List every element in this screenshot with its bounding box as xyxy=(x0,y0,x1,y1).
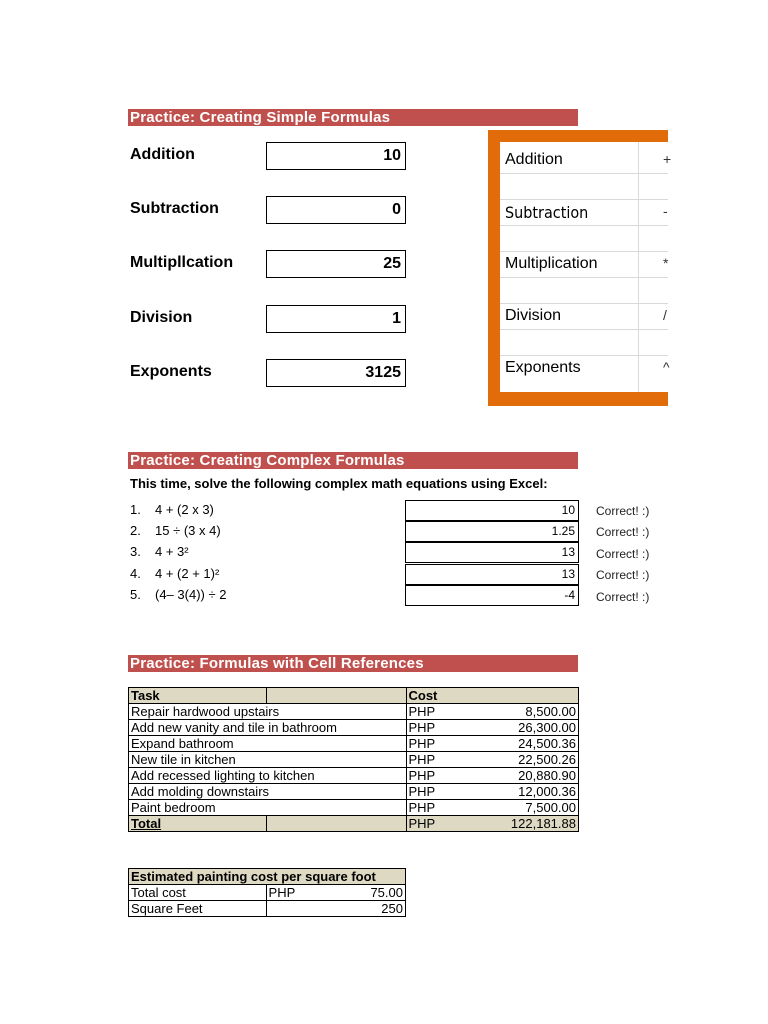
panel-division-label: Division xyxy=(505,307,562,324)
equation-4 xyxy=(130,566,219,581)
division-label: Division xyxy=(130,309,193,326)
square-feet-value[interactable]: 250 xyxy=(266,901,405,917)
equation-2 xyxy=(130,523,221,538)
amount-cell[interactable]: 20,880.90 xyxy=(448,768,579,784)
amount-cell[interactable]: 12,000.36 xyxy=(448,784,579,800)
equation-number: 5. xyxy=(130,587,141,602)
panel-subtraction-label: Subtraction xyxy=(505,203,589,222)
plus-symbol: + xyxy=(663,151,672,167)
painting-title: Estimated painting cost per square foot xyxy=(129,869,406,885)
amount-cell[interactable]: 7,500.00 xyxy=(448,800,579,816)
caret-symbol: ^ xyxy=(663,359,670,375)
panel-row-blank xyxy=(500,330,668,356)
panel-row-blank xyxy=(500,174,668,200)
total-cost-value[interactable]: 75.00 xyxy=(326,885,406,901)
status-correct-5: Correct! :) xyxy=(596,590,650,604)
panel-row-blank xyxy=(500,226,668,252)
currency-cell[interactable]: PHP xyxy=(406,800,448,816)
panel-multiplication-label: Multiplication xyxy=(505,255,598,272)
currency-cell[interactable]: PHP xyxy=(406,736,448,752)
task-header: Task xyxy=(129,688,267,704)
table-row xyxy=(129,800,579,816)
total-row xyxy=(129,816,579,832)
task-cell[interactable]: Add molding downstairs xyxy=(129,784,407,800)
equation-text: 4 + (2 x 3) xyxy=(155,502,214,517)
minus-symbol: - xyxy=(663,203,668,219)
operator-reference-panel xyxy=(488,130,672,406)
task-cell[interactable]: Repair hardwood upstairs xyxy=(129,704,407,720)
panel-exponents-label: Exponents xyxy=(505,359,581,376)
panel-row-multiplication xyxy=(500,252,668,278)
amount-cell[interactable]: 22,500.26 xyxy=(448,752,579,768)
answer-cell-1[interactable]: 10 xyxy=(405,500,579,521)
equation-text: 4 + (2 + 1)² xyxy=(155,566,220,581)
amount-cell[interactable]: 26,300.00 xyxy=(448,720,579,736)
status-correct-4: Correct! :) xyxy=(596,568,650,582)
currency-cell[interactable]: PHP xyxy=(406,752,448,768)
total-amount-cell[interactable]: 122,181.88 xyxy=(448,816,579,832)
equation-number: 4. xyxy=(130,566,141,581)
panel-row-exponents xyxy=(500,356,668,382)
operator-reference-grid xyxy=(500,142,672,392)
square-feet-label: Square Feet xyxy=(129,901,267,917)
currency-cell[interactable]: PHP xyxy=(406,720,448,736)
empty-total-cell xyxy=(266,816,406,832)
equation-1 xyxy=(130,502,214,517)
exponents-label: Exponents xyxy=(130,363,212,380)
task-cell[interactable]: Add recessed lighting to kitchen xyxy=(129,768,407,784)
status-correct-3: Correct! :) xyxy=(596,547,650,561)
equation-5 xyxy=(130,587,226,602)
answer-cell-5[interactable]: -4 xyxy=(405,585,579,606)
total-currency-cell[interactable]: PHP xyxy=(406,816,448,832)
panel-addition-label: Addition xyxy=(505,151,563,168)
multiplication-cell[interactable]: 25 xyxy=(266,250,406,278)
asterisk-symbol: * xyxy=(663,255,669,271)
cell-references-banner: Practice: Formulas with Cell References xyxy=(128,655,578,672)
answer-cell-4[interactable]: 13 xyxy=(405,564,579,585)
total-cost-label: Total cost xyxy=(129,885,267,901)
complex-intro-text: This time, solve the following complex math equations using Excel: xyxy=(130,476,548,491)
subtraction-label: Subtraction xyxy=(130,200,219,217)
addition-cell[interactable]: 10 xyxy=(266,142,406,170)
addition-label: Addition xyxy=(130,146,195,163)
equation-text: 4 + 3² xyxy=(155,544,189,559)
equation-number: 3. xyxy=(130,544,141,559)
currency-cell[interactable]: PHP xyxy=(406,704,448,720)
currency-cell[interactable]: PHP xyxy=(406,784,448,800)
total-label: Total xyxy=(129,816,267,832)
equation-3 xyxy=(130,544,189,559)
complex-formulas-banner: Practice: Creating Complex Formulas xyxy=(128,452,578,469)
equation-number: 1. xyxy=(130,502,141,517)
table-row xyxy=(129,736,579,752)
table-row xyxy=(129,752,579,768)
equation-text: (4– 3(4)) ÷ 2 xyxy=(155,587,227,602)
division-cell[interactable]: 1 xyxy=(266,305,406,333)
table-row xyxy=(129,704,579,720)
painting-estimate-table xyxy=(128,868,406,917)
status-correct-2: Correct! :) xyxy=(596,525,650,539)
slash-symbol: / xyxy=(663,307,667,323)
panel-row-blank xyxy=(500,278,668,304)
exponents-cell[interactable]: 3125 xyxy=(266,359,406,387)
cost-header: Cost xyxy=(406,688,579,704)
equation-number: 2. xyxy=(130,523,141,538)
empty-header-cell xyxy=(266,688,406,704)
answer-cell-2[interactable]: 1.25 xyxy=(405,521,579,542)
table-row xyxy=(129,885,406,901)
table-row xyxy=(129,784,579,800)
amount-cell[interactable]: 8,500.00 xyxy=(448,704,579,720)
status-correct-1: Correct! :) xyxy=(596,504,650,518)
panel-row-division xyxy=(500,304,668,330)
table-header-row xyxy=(129,688,579,704)
task-cost-table xyxy=(128,687,579,832)
task-cell[interactable]: Expand bathroom xyxy=(129,736,407,752)
table-row xyxy=(129,768,579,784)
panel-row-subtraction xyxy=(500,200,668,226)
currency-cell[interactable]: PHP xyxy=(406,768,448,784)
amount-cell[interactable]: 24,500.36 xyxy=(448,736,579,752)
answer-cell-3[interactable]: 13 xyxy=(405,542,579,563)
task-cell[interactable]: Add new vanity and tile in bathroom xyxy=(129,720,407,736)
table-row xyxy=(129,720,579,736)
table-row xyxy=(129,901,406,917)
subtraction-cell[interactable]: 0 xyxy=(266,196,406,224)
panel-row-addition xyxy=(500,148,672,174)
task-cell[interactable]: New tile in kitchen xyxy=(129,752,407,768)
painting-header-row xyxy=(129,869,406,885)
task-cell[interactable]: Paint bedroom xyxy=(129,800,407,816)
simple-formulas-banner: Practice: Creating Simple Formulas xyxy=(128,109,578,126)
multiplication-label: Multipllcation xyxy=(130,254,234,271)
total-cost-currency[interactable]: PHP xyxy=(266,885,326,901)
equation-text: 15 ÷ (3 x 4) xyxy=(155,523,221,538)
